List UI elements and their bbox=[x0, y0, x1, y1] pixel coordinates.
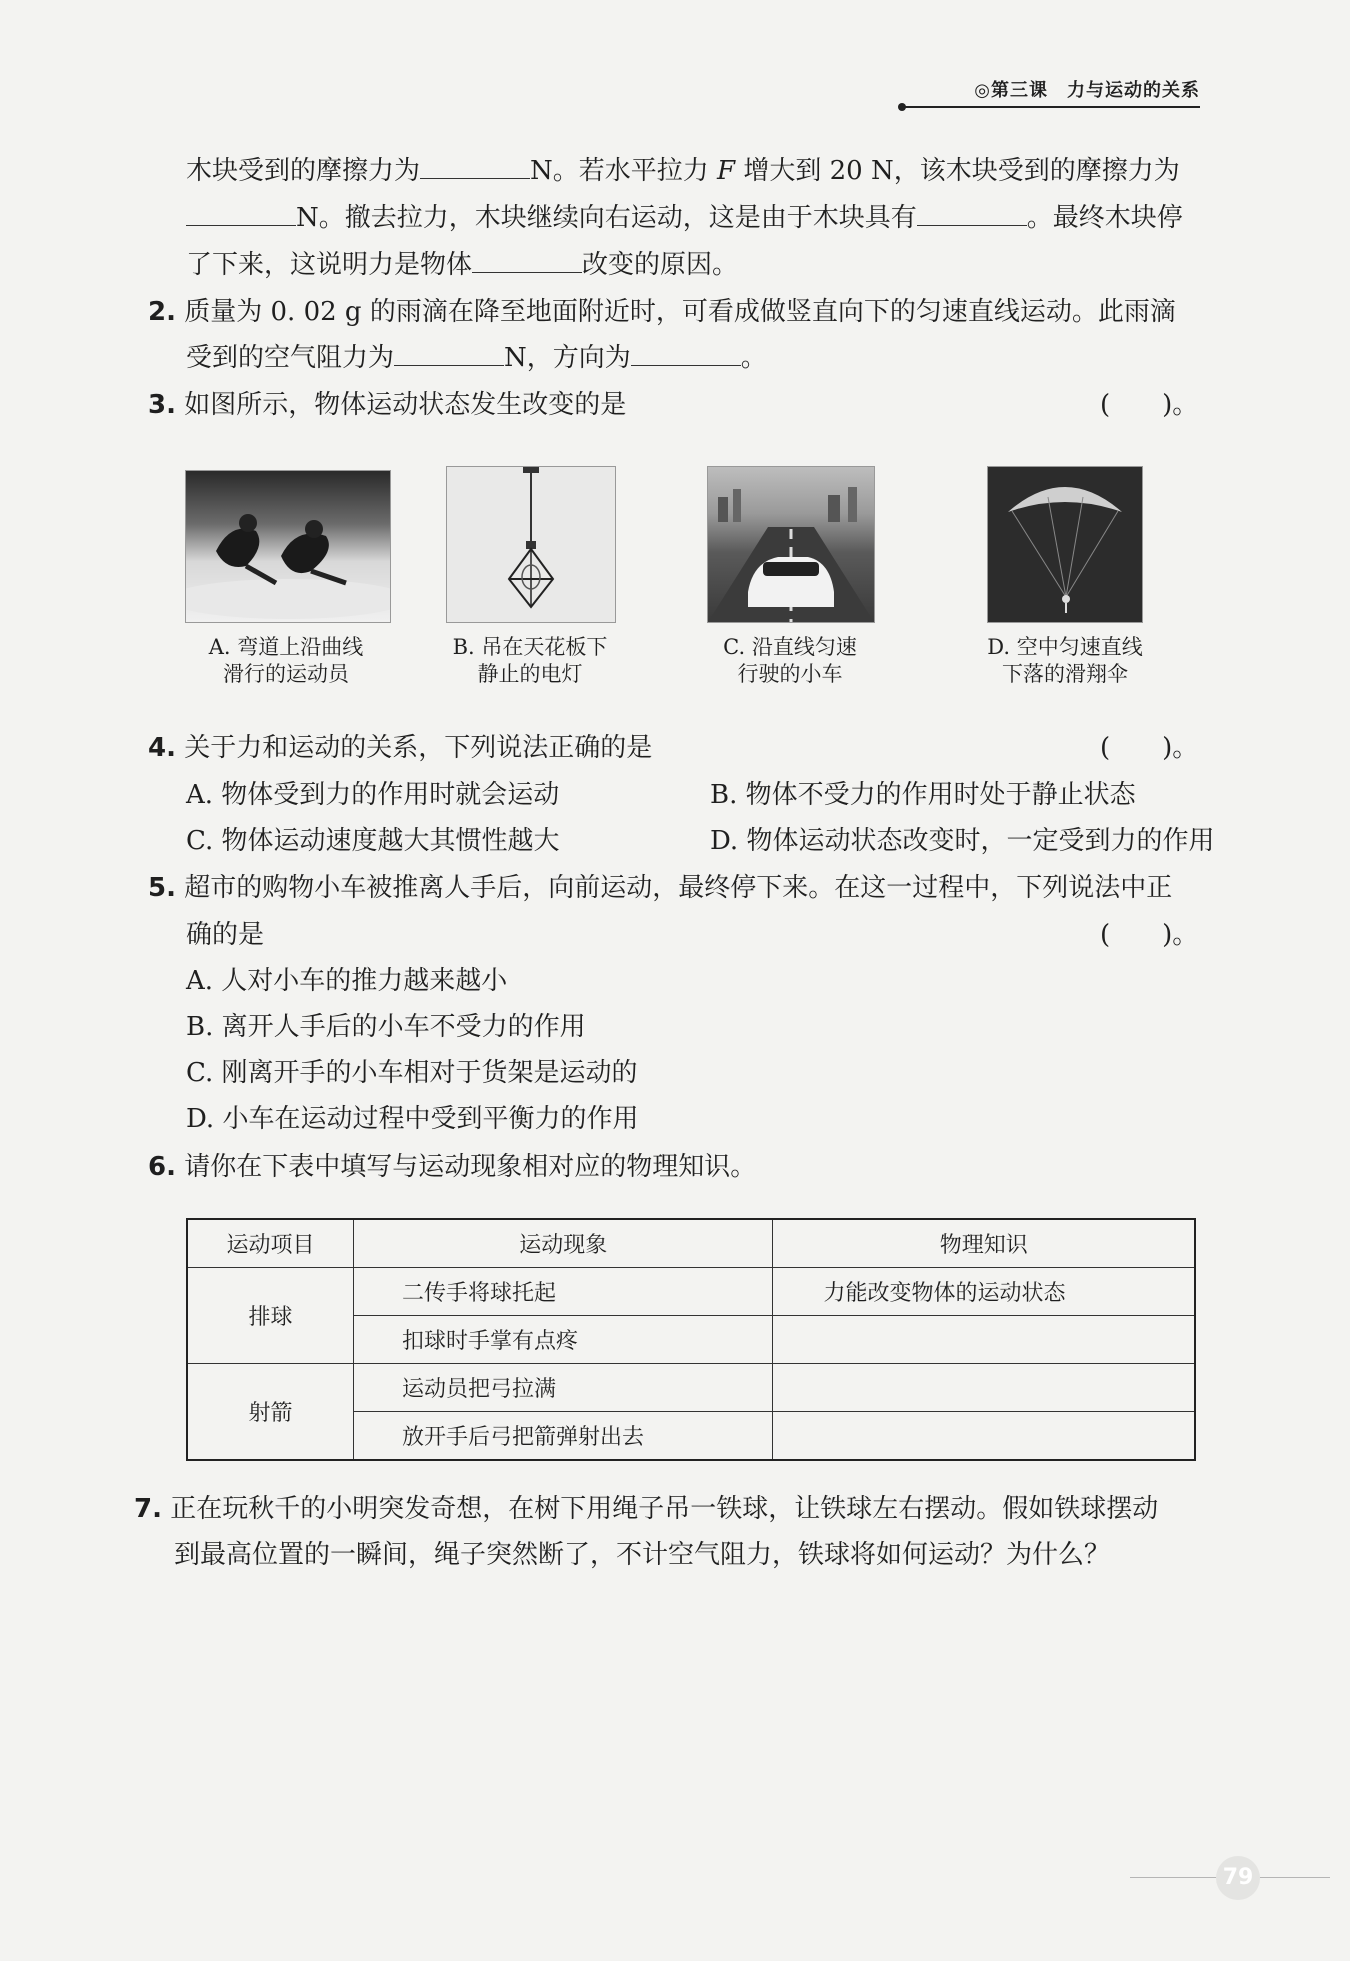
column-header: 运动项目 bbox=[187, 1219, 353, 1268]
physics-knowledge-table bbox=[186, 1218, 1196, 1461]
question-number: 2. bbox=[148, 297, 176, 327]
q3-text: 如图所示，物体运动状态发生改变的是 bbox=[184, 390, 627, 420]
skater-image bbox=[185, 470, 391, 623]
q5-option-b[interactable]: B. 离开人手后的小车不受力的作用 bbox=[186, 1012, 586, 1042]
q1-text: 木块受到的摩擦力为 bbox=[186, 156, 421, 186]
footer-rule-right bbox=[1260, 1877, 1330, 1878]
q1-line-1 bbox=[186, 156, 1180, 186]
header-rule-dot bbox=[898, 103, 906, 111]
caption-line: 行驶的小车 bbox=[737, 662, 843, 686]
q1-line-2 bbox=[186, 203, 1183, 233]
option-b-caption bbox=[430, 634, 630, 688]
caption-line: 下落的滑翔伞 bbox=[1002, 662, 1128, 686]
answer-blank[interactable] bbox=[631, 343, 741, 366]
footer-rule-left bbox=[1130, 1877, 1216, 1878]
table-row bbox=[187, 1268, 1195, 1316]
lamp-image bbox=[446, 466, 616, 623]
caption-line: C. 沿直线匀速 bbox=[723, 635, 857, 659]
q5-text: 确的是 bbox=[186, 920, 265, 950]
phenomenon-cell: 放开手后弓把箭弹射出去 bbox=[353, 1412, 773, 1461]
q2-text: 质量为 0. 02 g 的雨滴在降至地面附近时，可看成做竖直向下的匀速直线运动。此雨滴 bbox=[184, 297, 1176, 327]
q6-text: 请你在下表中填写与运动现象相对应的物理知识。 bbox=[184, 1152, 757, 1182]
phenomenon-cell: 二传手将球托起 bbox=[353, 1268, 773, 1316]
sport-cell: 射箭 bbox=[187, 1364, 353, 1461]
q1-text: 了下来，这说明力是物体 bbox=[186, 250, 473, 280]
q1-text: N。若水平拉力 bbox=[530, 156, 709, 186]
q2-text: 。 bbox=[740, 343, 767, 373]
sport-cell: 排球 bbox=[187, 1268, 353, 1364]
q2-text: N，方向为 bbox=[504, 343, 631, 373]
answer-blank[interactable] bbox=[394, 343, 504, 366]
table-header-row bbox=[187, 1219, 1195, 1268]
answer-parentheses[interactable]: ( )。 bbox=[1100, 390, 1199, 420]
caption-line: 滑行的运动员 bbox=[223, 662, 349, 686]
caption-line: B. 吊在天花板下 bbox=[452, 635, 608, 659]
q4-text: 关于力和运动的关系，下列说法正确的是 bbox=[184, 733, 653, 763]
phenomenon-cell: 扣球时手掌有点疼 bbox=[353, 1316, 773, 1364]
q1-text: 改变的原因。 bbox=[582, 250, 739, 280]
q5-option-d[interactable]: D. 小车在运动过程中受到平衡力的作用 bbox=[186, 1104, 639, 1134]
q7-line-1 bbox=[134, 1494, 1158, 1524]
q1-text: 。最终木块停 bbox=[1026, 203, 1183, 233]
answer-blank[interactable] bbox=[420, 156, 530, 179]
answer-blank[interactable] bbox=[472, 250, 582, 273]
q1-text: N。撤去拉力，木块继续向右运动，这是由于木块具有 bbox=[296, 203, 917, 233]
caption-line: A. 弯道上沿曲线 bbox=[208, 635, 364, 659]
option-c-caption bbox=[690, 634, 890, 688]
q2-text: 受到的空气阻力为 bbox=[186, 343, 395, 373]
column-header: 物理知识 bbox=[773, 1219, 1195, 1268]
question-number: 7. bbox=[134, 1494, 162, 1524]
question-number: 5. bbox=[148, 873, 176, 903]
knowledge-cell[interactable]: 力能改变物体的运动状态 bbox=[773, 1268, 1195, 1316]
option-a-caption bbox=[186, 634, 386, 688]
page-number: 79 bbox=[1216, 1856, 1260, 1900]
answer-parentheses[interactable]: ( )。 bbox=[1100, 733, 1199, 763]
q7-text: 正在玩秋千的小明突发奇想，在树下用绳子吊一铁球，让铁球左右摆动。假如铁球摆动 bbox=[170, 1494, 1159, 1524]
answer-parentheses[interactable]: ( )。 bbox=[1100, 920, 1199, 950]
knowledge-cell[interactable] bbox=[773, 1412, 1195, 1461]
chapter-header: ◎第三课 力与运动的关系 bbox=[974, 80, 1200, 101]
paraglider-illustration bbox=[988, 467, 1142, 622]
question-number: 6. bbox=[148, 1152, 176, 1182]
force-symbol: F bbox=[717, 156, 736, 186]
car-road-illustration bbox=[708, 467, 874, 622]
answer-blank[interactable] bbox=[917, 203, 1027, 226]
q5-option-a[interactable]: A. 人对小车的推力越来越小 bbox=[186, 966, 508, 996]
pendant-lamp-illustration bbox=[447, 467, 615, 622]
q5-line-1 bbox=[148, 873, 1172, 903]
column-header: 运动现象 bbox=[353, 1219, 773, 1268]
table-row bbox=[187, 1364, 1195, 1412]
answer-blank[interactable] bbox=[186, 203, 296, 226]
q3-line bbox=[148, 390, 626, 420]
question-number: 3. bbox=[148, 390, 176, 420]
q4-option-b[interactable]: B. 物体不受力的作用时处于静止状态 bbox=[710, 780, 1136, 810]
q2-line-1 bbox=[148, 297, 1176, 327]
phenomenon-cell: 运动员把弓拉满 bbox=[353, 1364, 773, 1412]
q4-line bbox=[148, 733, 652, 763]
knowledge-cell[interactable] bbox=[773, 1316, 1195, 1364]
q4-option-a[interactable]: A. 物体受到力的作用时就会运动 bbox=[186, 780, 560, 810]
q6-line bbox=[148, 1152, 756, 1182]
q4-option-d[interactable]: D. 物体运动状态改变时，一定受到力的作用 bbox=[710, 826, 1215, 856]
skaters-illustration bbox=[186, 471, 390, 622]
header-rule bbox=[902, 106, 1200, 108]
q4-option-c[interactable]: C. 物体运动速度越大其惯性越大 bbox=[186, 826, 560, 856]
caption-line: 静止的电灯 bbox=[477, 662, 583, 686]
q5-text: 超市的购物小车被推离人手后，向前运动，最终停下来。在这一过程中，下列说法中正 bbox=[184, 873, 1173, 903]
q5-option-c[interactable]: C. 刚离开手的小车相对于货架是运动的 bbox=[186, 1058, 638, 1088]
q7-text: 到最高位置的一瞬间，绳子突然断了，不计空气阻力，铁球将如何运动？为什么？ bbox=[174, 1540, 1111, 1570]
caption-line: D. 空中匀速直线 bbox=[987, 635, 1143, 659]
option-d-caption bbox=[962, 634, 1168, 688]
q1-line-3 bbox=[186, 250, 738, 280]
car-image bbox=[707, 466, 875, 623]
paraglider-image bbox=[987, 466, 1143, 623]
q1-text: 增大到 20 N，该木块受到的摩擦力为 bbox=[743, 156, 1180, 186]
question-number: 4. bbox=[148, 733, 176, 763]
knowledge-cell[interactable] bbox=[773, 1364, 1195, 1412]
q2-line-2 bbox=[186, 343, 767, 373]
